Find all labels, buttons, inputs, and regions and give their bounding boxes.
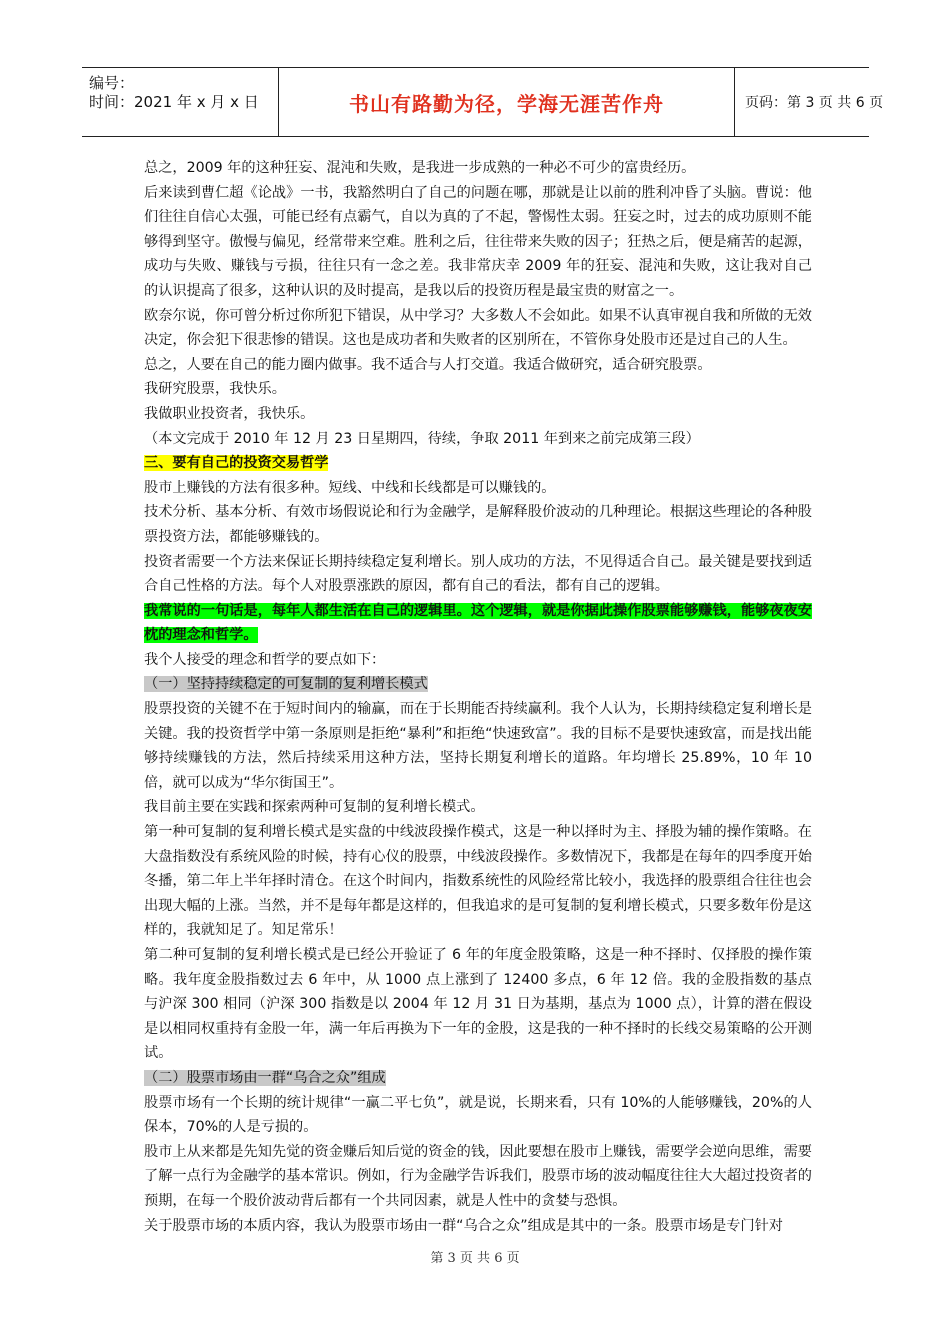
body-paragraph: [144, 402, 812, 427]
header-motto-cell: [279, 68, 735, 136]
highlighted-heading-text: 我常说的一句话是，每年人都生活在自己的逻辑里。这个逻辑，就是你据此操作股票能够赚钱，能够夜夜安枕的理念和哲学。: [144, 602, 812, 644]
paragraph-text: 技术分析、基本分析、有效市场假说论和行为金融学，是解释股价波动的几种理论。根据这些理论的各种股票投资方法，都能够赚钱的。: [144, 504, 812, 545]
header-page-info: 页码：第 3 页 共 6 页: [745, 95, 884, 111]
highlighted-heading-text: （二）股票市场由一群“乌合之众”组成: [144, 1069, 386, 1086]
paragraph-text: 股市上从来都是先知先觉的资金赚后知后觉的资金的钱，因此要想在股市上赚钱，需要学会逆向思维，需要了解一点行为金融学的基本常识。例如，行为金融学告诉我们，股票市场的波动幅度往往大大超过投资者的预期，在每一个股价波动背后都有一个共同因素，就是人性中的贪婪与恐惧。: [144, 1143, 812, 1209]
paragraph-text: 我个人接受的理念和哲学的要点如下：: [144, 651, 386, 668]
section-heading: [144, 672, 812, 697]
page-footer: 第 3 页 共 6 页: [430, 1251, 520, 1266]
body-paragraph: [144, 795, 812, 820]
body-paragraph: [144, 427, 812, 452]
body-paragraph: [144, 156, 812, 181]
paragraph-text: 我做职业投资者，我快乐。: [144, 405, 315, 422]
paragraph-text: 后来读到曹仁超《论战》一书，我豁然明白了自己的问题在哪，那就是让以前的胜利冲昏了头脑。曹说：他们往往自信心太强，可能已经有点霸气，自以为真的了不起，警惕性太弱。狂妄之时，过去的成功原则不能够得到坚守。傲慢与偏见，经常带来空难。胜利之后，往往带来失败的因子；狂热之后，便是痛苦的起源，成功与失败、赚钱与亏损，往往只有一念之差。我非常庆幸 2009 年的狂妄、混沌和失败，这让我对自己的认识提高了很多，这种认识的及时提高，是我以后的投资历程是最宝贵的财富之一。: [144, 184, 812, 299]
body-paragraph: [144, 820, 812, 943]
paragraph-text: 总之，2009 年的这种狂妄、混沌和失败，是我进一步成熟的一种必不可少的富贵经历。: [144, 160, 696, 176]
body-paragraph: [144, 476, 812, 501]
section-heading: [144, 599, 812, 648]
header-page-cell: [735, 68, 884, 136]
paragraph-text: 投资者需要一个方法来保证长期持续稳定复利增长。别人成功的方法，不见得适合自己。最关键是要找到适合自己性格的方法。每个人对股票涨跌的原因，都有自己的看法，都有自己的逻辑。: [144, 553, 812, 595]
body-paragraph: [144, 550, 812, 599]
body-paragraph: [144, 697, 812, 795]
body-paragraph: [144, 304, 812, 353]
paragraph-text: 股票市场有一个长期的统计规律“一赢二平七负”，就是说，长期来看，只有 10%的人能够赚钱，20%的人保本，70%的人是亏损的。: [144, 1094, 812, 1136]
document-date: 时间：2021 年 x 月 x 日: [89, 93, 259, 111]
paragraph-text: 第一种可复制的复利增长模式是实盘的中线波段操作模式，这是一种以择时为主、择股为辅的操作策略。在大盘指数没有系统风险的时候，持有心仪的股票，中线波段操作。多数情况下，我都是在每年的四季度开始冬播，第二年上半年择时清仓。在这个时间内，指数系统性的风险经常比较小，我选择的股票组合往往也会出现大幅的上涨。当然，并不是每年都是这样的，但我追求的是可复制的复利增长模式，只要多数年份是这样的，我就知足了。知足常乐！: [144, 824, 812, 939]
body-paragraph: [144, 648, 812, 673]
paragraph-text: 我研究股票，我快乐。: [144, 381, 286, 398]
paragraph-text: 第二种可复制的复利增长模式是已经公开验证了 6 年的年度金股策略，这是一种不择时、仅择股的操作策略。我年度金股指数过去 6 年中，从 1000 点上涨到了 12400 多点，6 年 12 倍。我的金股指数的基点与沪深 300 相同（沪深 300 指数是以 2004 年 12 月 31 日为基期，基点为 1000 点），计算的潜在假设是以相同权重持有金股一年，满一年后再换为下一年的金股，这是我的一种不择时的长线交易策略的公开测试。: [144, 947, 812, 1062]
highlighted-heading-text: （一）坚持持续稳定的可复制的复利增长模式: [144, 676, 428, 693]
body-paragraph: [144, 377, 812, 402]
body-paragraph: [144, 500, 812, 549]
paragraph-text: （本文完成于 2010 年 12 月 23 日星期四，待续，争取 2011 年到来之前完成第三段）: [144, 430, 700, 447]
page-header: [82, 67, 884, 137]
paragraph-text: 欧奈尔说，你可曾分析过你所犯下错误，从中学习？大多数人不会如此。如果不认真审视自我和所做的无效决定，你会犯下很悲惨的错误。这也是成功者和失败者的区别所在，不管你身处股市还是过自己的人生。: [144, 307, 812, 349]
paragraph-text: 关于股票市场的本质内容，我认为股票市场由一群“乌合之众”组成是其中的一条。股票市场是专门针对: [144, 1217, 783, 1234]
document-body: [144, 156, 812, 1238]
paragraph-text: 总之，人要在自己的能力圈内做事。我不适合与人打交道。我适合做研究，适合研究股票。: [144, 356, 712, 373]
body-paragraph: [144, 353, 812, 378]
body-paragraph: [144, 943, 812, 1066]
body-paragraph: [144, 1091, 812, 1140]
document-number-label: 编号：: [89, 74, 135, 92]
paragraph-text: 我目前主要在实践和探索两种可复制的复利增长模式。: [144, 799, 485, 816]
section-heading: [144, 1066, 812, 1091]
body-paragraph: [144, 181, 812, 304]
paragraph-text: 股市上赚钱的方法有很多种。短线、中线和长线都是可以赚钱的。: [144, 479, 556, 496]
section-heading: [144, 451, 812, 476]
body-paragraph: [144, 1140, 812, 1214]
header-motto: 书山有路勤为径，学海无涯苦作舟: [349, 91, 664, 116]
highlighted-heading-text: 三、要有自己的投资交易哲学: [144, 455, 329, 472]
body-paragraph: [144, 1214, 812, 1239]
paragraph-text: 股票投资的关键不在于短时间内的输赢，而在于长期能否持续赢利。我个人认为，长期持续稳定复利增长是关键。我的投资哲学中第一条原则是拒绝“暴利”和拒绝“快速致富”。我的目标不是要快速致富，而是找出能够持续赚钱的方法，然后持续采用这种方法，坚持长期复利增长的道路。年均增长 25.89%，10 年 10 倍，就可以成为“华尔街国王”。: [144, 701, 812, 791]
header-meta-cell: [82, 68, 279, 136]
